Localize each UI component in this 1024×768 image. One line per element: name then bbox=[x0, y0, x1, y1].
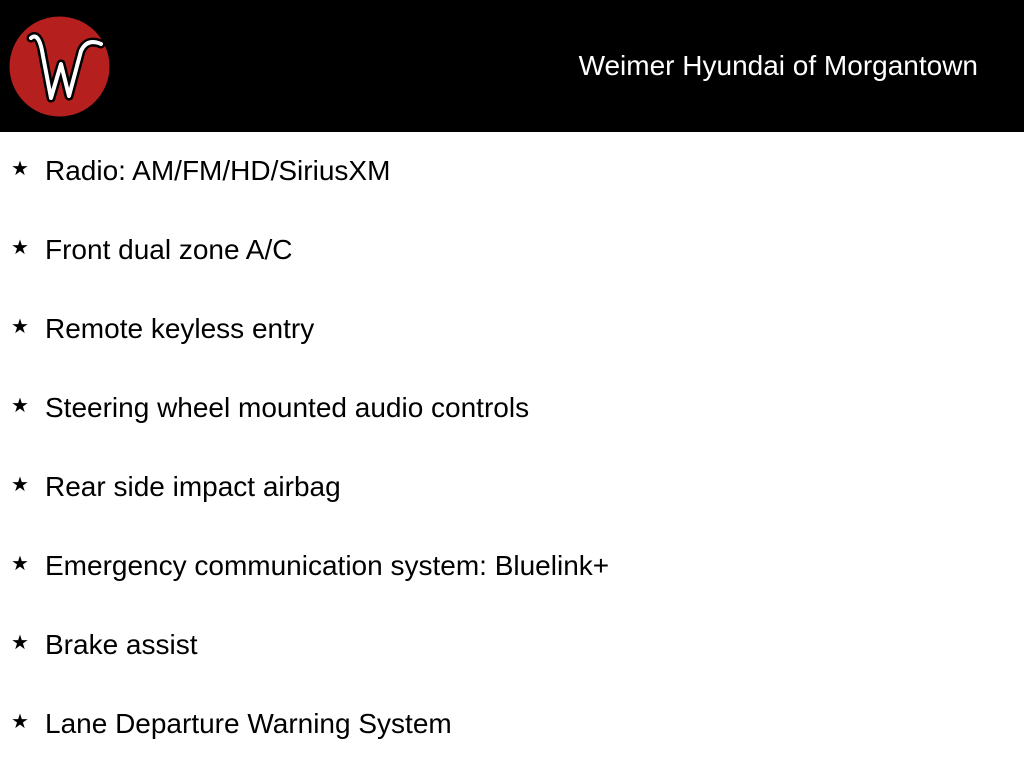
star-icon: ★ bbox=[11, 395, 29, 417]
star-icon: ★ bbox=[11, 553, 29, 575]
list-item bbox=[0, 132, 1024, 211]
dealer-name: Weimer Hyundai of Morgantown bbox=[578, 50, 978, 81]
feature-label: Rear side impact airbag bbox=[45, 471, 341, 502]
w-circle-logo-icon bbox=[9, 16, 110, 117]
feature-list bbox=[0, 132, 1024, 764]
list-item bbox=[0, 448, 1024, 527]
feature-label: Steering wheel mounted audio controls bbox=[45, 392, 530, 423]
star-icon: ★ bbox=[11, 474, 29, 496]
star-icon: ★ bbox=[11, 711, 29, 733]
feature-label: Radio: AM/FM/HD/SiriusXM bbox=[45, 155, 391, 186]
list-item bbox=[0, 369, 1024, 448]
list-item bbox=[0, 527, 1024, 606]
star-icon: ★ bbox=[11, 237, 29, 259]
star-icon: ★ bbox=[11, 316, 29, 338]
list-item bbox=[0, 685, 1024, 764]
feature-label: Remote keyless entry bbox=[45, 313, 315, 344]
feature-label: Front dual zone A/C bbox=[45, 234, 293, 265]
list-item bbox=[0, 290, 1024, 369]
star-icon: ★ bbox=[11, 158, 29, 180]
feature-label: Brake assist bbox=[45, 629, 198, 660]
feature-label: Lane Departure Warning System bbox=[45, 708, 452, 739]
header-bar bbox=[0, 0, 1024, 132]
list-item bbox=[0, 211, 1024, 290]
feature-label: Emergency communication system: Bluelink+ bbox=[45, 550, 610, 581]
star-icon: ★ bbox=[11, 632, 29, 654]
list-item bbox=[0, 606, 1024, 685]
